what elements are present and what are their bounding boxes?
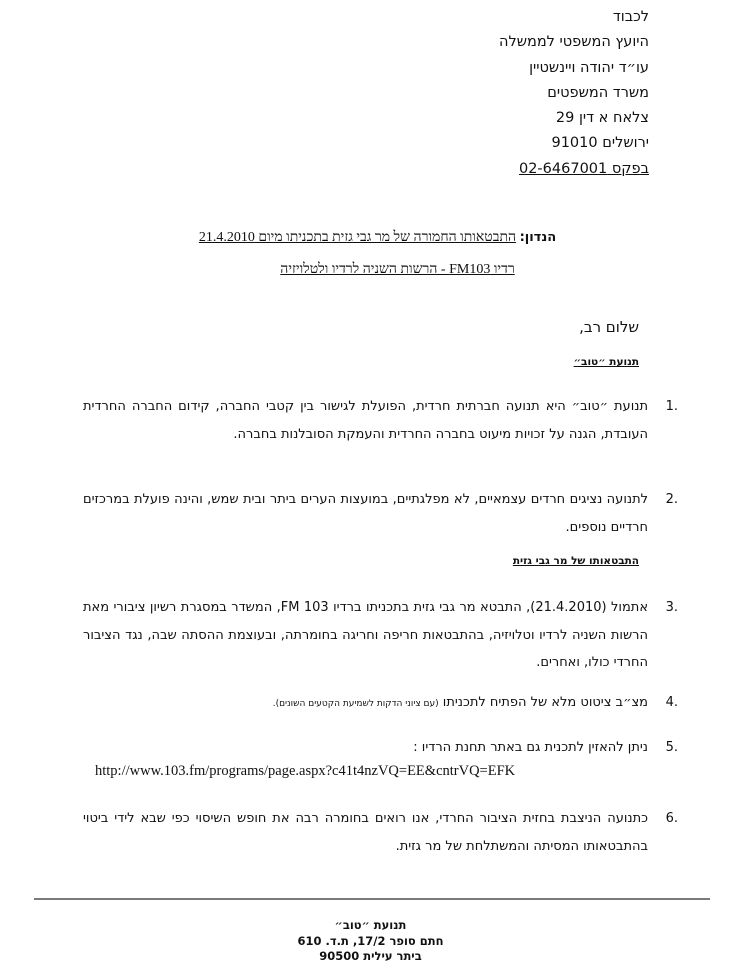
recipient-line: לכבוד [612,9,649,25]
paragraph-5 [83,734,678,762]
recipient-line: משרד המשפטים [547,84,649,101]
paragraph-3 [83,594,678,677]
section-heading-tov: תנועת ״טוב״ [573,356,639,368]
footer-city: ביתר עילית 90500 [319,949,422,963]
paragraph-4 [83,689,678,719]
paragraph-number: 5. [665,740,678,755]
greeting: שלום רב, [579,318,639,336]
recipient-line: צלאח א דין 29 [555,110,649,127]
paragraph-number: 6. [665,811,678,826]
paragraph-number: 4. [665,695,678,710]
paragraph-2 [83,486,678,541]
footer-divider [34,898,710,900]
subject-text: התבטאותו החמורה של מר גבי גזית בתכניתו מיום 21.4.2010 [198,230,517,245]
subject-block [0,222,741,286]
recipient-line: עו״ד יהודה ויינשטיין [529,59,649,76]
subject-line-1 [0,222,741,254]
paragraph-number: 2. [665,492,678,507]
recipient-line: ירושלים 91010 [551,135,649,152]
footer-org-name: תנועת ״טוב״ [334,918,407,932]
paragraph-text: כתנועה הניצבת בחזית הציבור החרדי, אנו רואים בחומרה רבה את חופש השיסוי כפי שבא לידי ביטוי בהתבטאותו המסיתה והמשתלחת של מר גזית. [83,811,648,854]
paragraph-number: 3. [665,600,678,615]
paragraph-6 [83,805,678,860]
footer-address [0,918,741,965]
recipient-address [499,5,649,182]
subject-label: הנדון: [519,230,557,245]
paragraph-text: ניתן להאזין לתכנית גם באתר תחנת הרדיו : [413,740,648,755]
paragraph-note: (עם ציוני הדקות לשמיעת הקטעים השונים). [272,699,439,709]
section-heading-gazit: התבטאותו של מר גבי גזית [512,555,639,567]
paragraph-text: לתנועה נציגים חרדים עצמאיים, לא מפלגתיים, במועצות הערים ביתר ובית שמש, והינה פועלת במרכזים חרדיים נוספים. [83,492,648,535]
footer-street: חתם סופר 17/2, ת.ד. 610 [297,933,444,948]
subject-subtext: רדיו FM103 - הרשות השניה לרדיו ולטלויזיה [280,262,515,277]
radio-program-link[interactable]: http://www.103.fm/programs/page.aspx?c41t4nzVQ=EE&cntrVQ=EFK [95,763,516,779]
paragraph-text: מצ״ב ציטוט מלא של הפתיח לתכניתו [442,695,648,710]
paragraph-text: אתמול (21.4.2010), התבטא מר גבי גזית בתכניתו ברדיו FM 103, המשדר במסגרת רשיון ציבורי מאת הרשות השניה לרדיו וטלויזיה, בהתבטאות חריפה וחריגה בחומרתה, ובעוצמת ההסתה שבה, נגד הציבור החרדי כולו, ואחרים. [83,600,649,670]
paragraph-number: 1. [665,399,678,414]
paragraph-1 [83,393,678,448]
recipient-fax: בפקס 02-6467001 [518,160,649,177]
subject-line-2 [0,254,741,286]
recipient-line: היועץ המשפטי לממשלה [498,34,649,51]
paragraph-text: תנועת ״טוב״ היא תנועה חברתית חרדית, הפועלת לגישור בין קטבי החברה, קידום החברה החרדית העובדת, הגנה על זכויות מיעוט בחברה החרדית והעמקת הסובלנות בחברה. [83,399,648,442]
